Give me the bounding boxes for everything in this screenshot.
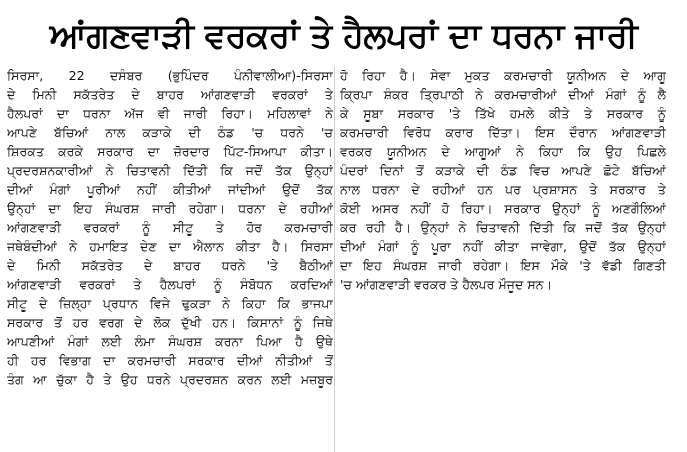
text-line: ਸੀਟੂ ਦੇ ਜ਼ਿਲ੍ਹਾ ਪ੍ਰਧਾਨ ਵਿਜੇ ਢੁਕੜਾ ਨੇ ਕਿਹਾ ਕਿ ਭਾਜਪਾ [7, 296, 333, 311]
text-line: ਦੇ ਮਿਨੀ ਸਕੱਤਰੇਤ ਦੇ ਬਾਹਰ ਆਂਗਣਵਾੜੀ ਵਰਕਰਾਂ ਤੇ [7, 87, 333, 102]
text-line: 'ਚ ਆਂਗਣਵਾੜੀ ਵਰਕਰ ਤੇ ਹੈਲਪਰ ਮੌਜੂਦ ਸਨ। [340, 277, 553, 292]
column-right [340, 66, 666, 294]
text-line: ਹੈਲਪਰਾਂ ਦਾ ਧਰਨਾ ਅੱਜ ਵੀ ਜਾਰੀ ਰਿਹਾ। ਮਹਿਲਾਵਾਂ ਨੇ [7, 106, 333, 121]
text-line: ਪੰਦਰਾਂ ਦਿਨਾਂ ਤੋਂ ਕੜਾਕੇ ਦੀ ਠੰਡ ਵਿਚ ਆਪਣੇ ਛੋਟੇ ਬੱਚਿਆਂ [340, 163, 666, 178]
text-line: ਉਨ੍ਹਾਂ ਦਾ ਇਹ ਸੰਘਰਸ਼ ਜਾਰੀ ਰਹੇਗਾ। ਧਰਨਾ ਦੇ ਰਹੀਆਂ [7, 201, 333, 216]
text-line: ਪ੍ਰਦਰਸ਼ਨਕਾਰੀਆਂ ਨੇ ਚਿਤਾਵਨੀ ਦਿੱਤੀ ਕਿ ਜਦੋਂ ਤੱਕ ਉਨ੍ਹਾਂ [7, 163, 333, 178]
text-line: ਦਾ ਇਹ ਸੰਘਰਸ਼ ਜਾਰੀ ਰਹੇਗਾ। ਇਸ ਮੌਕੇ 'ਤੇ ਵੱਡੀ ਗਿਣਤੀ [340, 258, 666, 273]
text-line: ਆਪਣੀਆਂ ਮੰਗਾਂ ਲਈ ਲੰਮਾ ਸੰਘਰਸ਼ ਕਰਨਾ ਪਿਆ ਹੈ ਉਥੇ [7, 334, 333, 349]
headline: ਆਂਗਣਵਾੜੀ ਵਰਕਰਾਂ ਤੇ ਹੈਲਪਰਾਂ ਦਾ ਧਰਨਾ ਜਾਰੀ [49, 16, 638, 56]
text-line: ਹੀ ਹਰ ਵਿਭਾਗ ਦਾ ਕਰਮਚਾਰੀ ਸਰਕਾਰ ਦੀਆਂ ਨੀਤੀਆਂ ਤੋਂ [7, 353, 333, 368]
column-divider [334, 66, 335, 452]
text-line: ਸ਼ਿਰਕਤ ਕਰਕੇ ਸਰਕਾਰ ਦਾ ਜ਼ੋਰਦਾਰ ਪਿੱਟ-ਸਿਆਪਾ ਕੀਤਾ। [7, 144, 333, 159]
text-line: ਦੀਆਂ ਮੰਗਾਂ ਨੂੰ ਪੂਰਾ ਨਹੀਂ ਕੀਤਾ ਜਾਵੇਗਾ, ਉਦੋਂ ਤੱਕ ਉਨ੍ਹਾਂ [340, 239, 666, 254]
column-left [7, 66, 333, 389]
text-line: ਦੀਆਂ ਮੰਗਾਂ ਪੂਰੀਆਂ ਨਹੀਂ ਕੀਤੀਆਂ ਜਾਂਦੀਆਂ ਉਦੋਂ ਤੱਕ [7, 182, 333, 197]
text-line: ਜਥੇਬੰਦੀਆਂ ਨੇ ਹਮਾਇਤ ਦੇਣ ਦਾ ਐਲਾਨ ਕੀਤਾ ਹੈ। ਸਿਰਸਾ [7, 239, 333, 254]
text-line: ਕ੍ਰਿਪਾ ਸ਼ੰਕਰ ਤ੍ਰਿਪਾਠੀ ਨੇ ਕਰਮਚਾਰੀਆਂ ਦੀਆਂ ਮੰਗਾਂ ਨੂੰ ਲੈ [340, 87, 666, 102]
text-line: ਵਰਕਰ ਯੂਨੀਅਨ ਦੇ ਆਗੂਆਂ ਨੇ ਕਿਹਾ ਕਿ ਉਹ ਪਿਛਲੇ [340, 144, 666, 159]
text-line: ਕੋਈ ਅਸਰ ਨਹੀਂ ਹੋ ਰਿਹਾ। ਸਰਕਾਰ ਉਨ੍ਹਾਂ ਨੂੰ ਅਣਗੌਲਿਆਂ [340, 201, 666, 216]
text-line: ਦੇ ਮਿਨੀ ਸਕੱਤਰੇਤ ਦੇ ਬਾਹਰ ਧਰਨੇ 'ਤੇ ਬੈਠੀਆਂ [7, 258, 333, 273]
text-line: ਹੋ ਰਿਹਾ ਹੈ। ਸੇਵਾ ਮੁਕਤ ਕਰਮਚਾਰੀ ਯੂਨੀਅਨ ਦੇ ਆਗੂ [340, 68, 666, 83]
text-line: ਨਾਲ ਧਰਨਾ ਦੇ ਰਹੀਆਂ ਹਨ ਪਰ ਪ੍ਰਸ਼ਾਸਨ ਤੇ ਸਰਕਾਰ ਤੇ [340, 182, 666, 197]
text-line: ਕੇ ਸੂਬਾ ਸਰਕਾਰ 'ਤੇ ਤਿੱਖੇ ਹਮਲੇ ਕੀਤੇ ਤੇ ਸਰਕਾਰ ਨੂੰ [340, 106, 666, 121]
article-body [0, 66, 687, 452]
text-line: ਕਰ ਰਹੀ ਹੈ। ਉਨ੍ਹਾਂ ਨੇ ਚਿਤਾਵਨੀ ਦਿੱਤੀ ਕਿ ਜਦੋਂ ਤੱਕ ਉਨ੍ਹਾਂ [340, 220, 666, 235]
text-line: ਕਰਮਚਾਰੀ ਵਿਰੋਧ ਕਰਾਰ ਦਿੱਤਾ। ਇਸ ਦੌਰਾਨ ਆਂਗਣਵਾੜੀ [340, 125, 666, 140]
text-line: ਸਿਰਸਾ, 22 ਦਸੰਬਰ (ਭੁਪਿੰਦਰ ਪੰਨੀਵਾਲੀਆ)-ਸਿਰਸਾ [7, 68, 333, 83]
text-line: ਸਰਕਾਰ ਤੋਂ ਹਰ ਵਰਗ ਦੇ ਲੋਕ ਦੁੱਖੀ ਹਨ। ਕਿਸਾਨਾਂ ਨੂੰ ਜਿਥੇ [7, 315, 333, 330]
text-line: ਤੰਗ ਆ ਚੁੱਕਾ ਹੈ ਤੇ ਉਹ ਧਰਨੇ ਪ੍ਰਦਰਸ਼ਨ ਕਰਨ ਲਈ ਮਜ਼ਬੂਰ [7, 372, 333, 387]
text-line: ਆਂਗਣਵਾੜੀ ਵਰਕਰਾਂ ਤੇ ਹੈਲਪਰਾਂ ਨੂੰ ਸੰਬੋਧਨ ਕਰਦਿਆਂ [7, 277, 333, 292]
text-line: ਆਂਗਣਵਾੜੀ ਵਰਕਰਾਂ ਨੂੰ ਸੀਟੂ ਤੇ ਹੋਰ ਕਰਮਚਾਰੀ [7, 220, 333, 235]
text-line: ਆਪਣੇ ਬੱਚਿਆਂ ਨਾਲ ਕੜਾਕੇ ਦੀ ਠੰਡ 'ਚ ਧਰਨੇ 'ਚ [7, 125, 333, 140]
